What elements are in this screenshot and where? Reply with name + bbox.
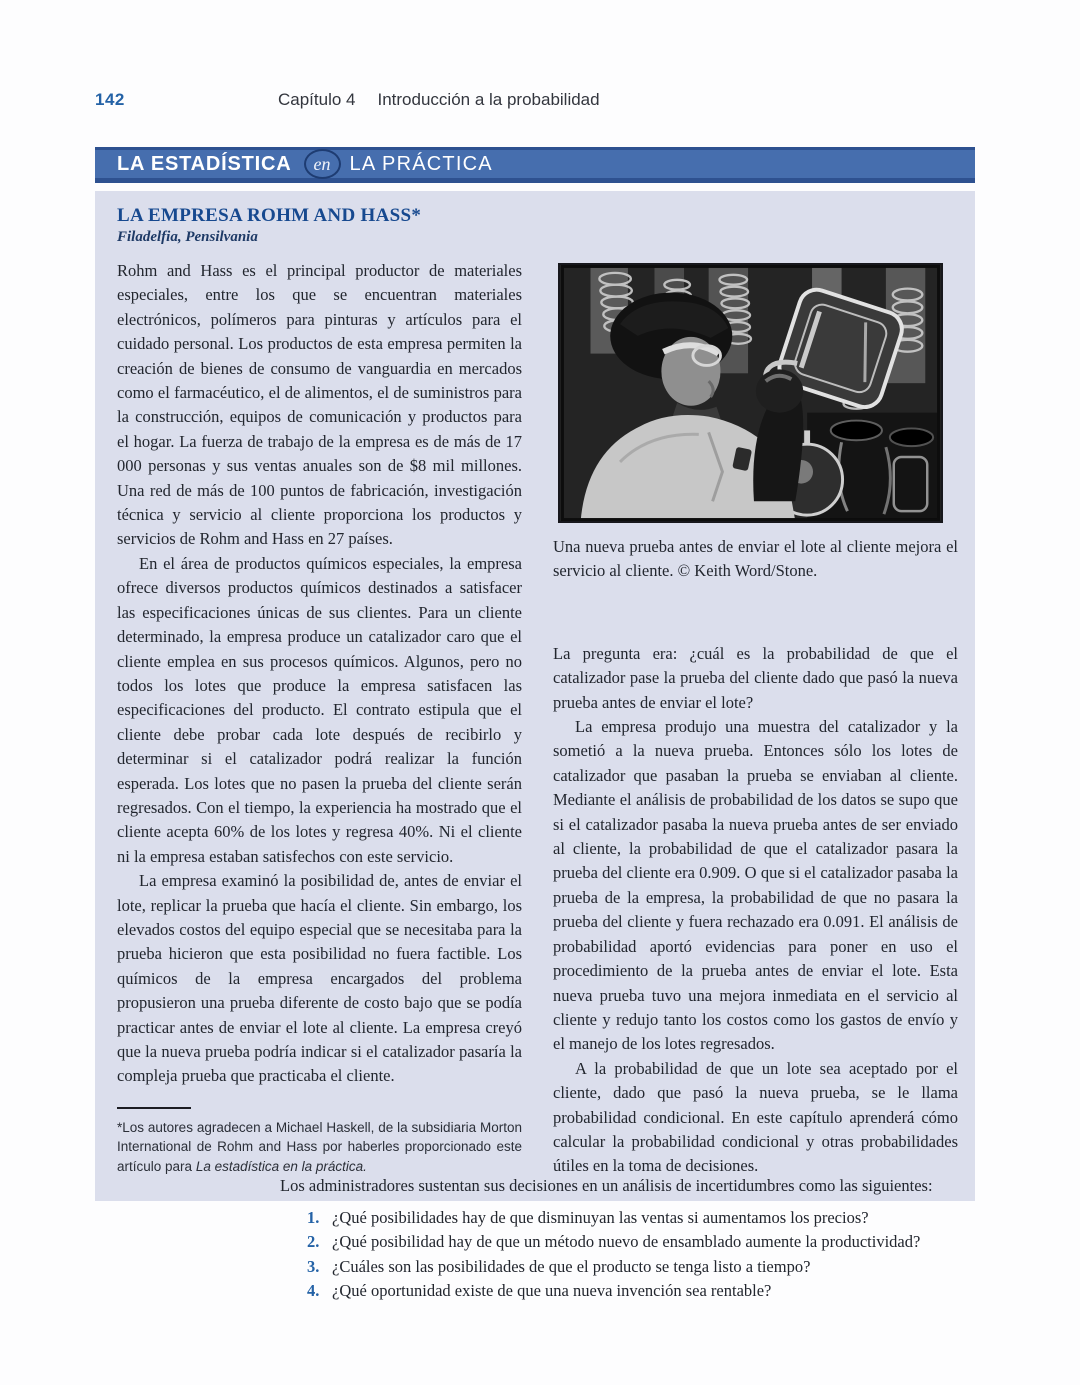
footnote-book-title: La estadística en la práctica. (195, 1158, 367, 1174)
left-paragraph-2: En el área de productos químicos especiales, la empresa ofrece diversos productos químicos destinados a satisfacer las especificaciones únicas de sus clientes. Para un cliente determinado, la empresa produce un catalizador caro que el cliente emplea en sus procesos químicos. Algunos, pero no todos los lotes que produce la empresa satisfacen las especificaciones del producto. El contrato estipula que el cliente debe probar cada lote después de recibirlo y determinar si el catalizador podrá realizar la función esperada. Los lotes que no pasen la prueba del cliente serán regresados. Con el tiempo, la experiencia ha mostrado que el cliente acepta 60% de los lotes y regresa 40%. Ni el cliente ni la empresa estaban satisfechos con este servicio. (117, 553, 522, 866)
photo-caption: Una nueva prueba antes de enviar el lote al cliente mejora el servicio al cliente. © Keith Word/Stone. (553, 537, 958, 581)
uncertainty-question-list (280, 1206, 1040, 1304)
question-number: 3. (307, 1256, 320, 1276)
chapter-label: Capítulo 4 (278, 90, 356, 109)
question-text: ¿Qué oportunidad existe de que una nueva invención sea rentable? (332, 1281, 772, 1301)
footnote-divider (117, 1107, 191, 1109)
question-text: ¿Qué posibilidad hay de que un método nuevo de ensamblado aumente la productividad? (332, 1232, 921, 1252)
left-paragraph-1: Rohm and Hass es el principal productor de materiales especiales, entre los que se encuentran materiales electrónicos, polímeros para pinturas y artículos para el cuidado personal. Los productos de esta empresa permiten la creación de bienes de consumo de vanguardia en mercados como el farmacéutico, el de alimentos, el de suministros para la construcción, equipos de comunicación y productos para el hogar. La fuerza de trabajo de la empresa es de más de 17 000 personas y sus ventas anuales son de $8 mil millones. Una red de más de 100 puntos de fabricación, investigación técnica y servicio al cliente proporciona los productos y servicios de Rohm and Hass en 27 países. (117, 261, 522, 549)
question-number: 2. (307, 1232, 320, 1252)
statistics-in-practice-banner (95, 147, 975, 183)
footnote-text (117, 1118, 522, 1177)
two-column-layout (117, 259, 958, 1179)
chapter-title: Introducción a la probabilidad (377, 90, 600, 109)
question-item (307, 1230, 1040, 1254)
question-item (307, 1255, 1040, 1279)
article-location: Filadelfia, Pensilvania (117, 229, 258, 245)
chapter-intro-section (280, 1176, 1040, 1304)
right-column (553, 259, 958, 1179)
footnote (117, 1107, 522, 1177)
question-text: ¿Qué posibilidades hay de que disminuyan las ventas si aumentamos los precios? (332, 1208, 869, 1227)
lab-photo-image (558, 263, 943, 523)
left-column (117, 259, 522, 1179)
banner-en-text: en (313, 153, 331, 174)
case-study-box (95, 191, 975, 1201)
running-head (95, 90, 975, 110)
article-title: LA EMPRESA ROHM AND HASS* (117, 205, 422, 226)
banner-text-la-estadistica: LA ESTADÍSTICA (117, 152, 292, 175)
question-number: 4. (307, 1281, 320, 1301)
question-number: 1. (307, 1208, 320, 1227)
figure (553, 263, 958, 584)
banner-en-oval (304, 149, 341, 179)
right-paragraph-1: La pregunta era: ¿cuál es la probabilidad de que el catalizador pase la prueba del cliente dado que pasó la nueva prueba antes de enviar el lote? (553, 643, 958, 712)
footnote-text-main: *Los autores agradecen a Michael Haskell, de la subsidiaria Morton International de Rohm and Hass por haberles proporcionado este artículo para (117, 1119, 522, 1174)
question-text: ¿Cuáles son las posibilidades de que el producto se tenga listo a tiempo? (332, 1256, 811, 1276)
chapter-intro-text: Los administradores sustentan sus decisiones en un análisis de incertidumbres como las siguientes: (280, 1176, 933, 1195)
right-paragraph-2: La empresa produjo una muestra del catalizador y la sometió a la nueva prueba. Entonces sólo los lotes de catalizador que pasaban la prueba se enviaban al cliente. Mediante el análisis de probabilidad de los datos se supo que si el catalizador pasaba la nueva prueba antes de ser enviado al cliente, la probabilidad de que el catalizador pasara la prueba del cliente era 0.909. O que si el catalizador pasaba la prueba de la empresa, la probabilidad de que no pasara la prueba del cliente y fuera rechazado era 0.091. El análisis de probabilidad aportó evidencias para poner en uso el procedimiento de la prueba antes de enviar el lote. Esta nueva prueba tuvo una mejora inmediata en el servicio al cliente y redujo tanto los costos como los gastos de envío y el manejo de los lotes regresados. (553, 717, 958, 1054)
page-number: 142 (95, 90, 125, 109)
question-item (307, 1279, 1040, 1303)
left-paragraph-3: La empresa examinó la posibilidad de, antes de enviar el lote, replicar la prueba que hacía el cliente. Sin embargo, los elevados costos del equipo especial que se necesitaba para la prueba hicieron que esta posibilidad no fuera factible. Los químicos de la empresa encargados del problema propusieron una prueba diferente de costo bajo que se podía practicar antes de enviar el lote al cliente. La empresa creyó que la nueva prueba podría indicar si el catalizador pasaría la compleja prueba que practicaba el cliente. (117, 871, 522, 1086)
banner-text-la-practica: LA PRÁCTICA (349, 152, 493, 175)
question-item (307, 1206, 1040, 1230)
right-paragraph-3: A la probabilidad de que un lote sea aceptado por el cliente, dado que pasó la nueva prueba, se le llama probabilidad condicional. En este capítulo aprenderá cómo calcular la probabilidad condicional y otras probabilidades útiles en la toma de decisiones. (553, 1058, 958, 1176)
